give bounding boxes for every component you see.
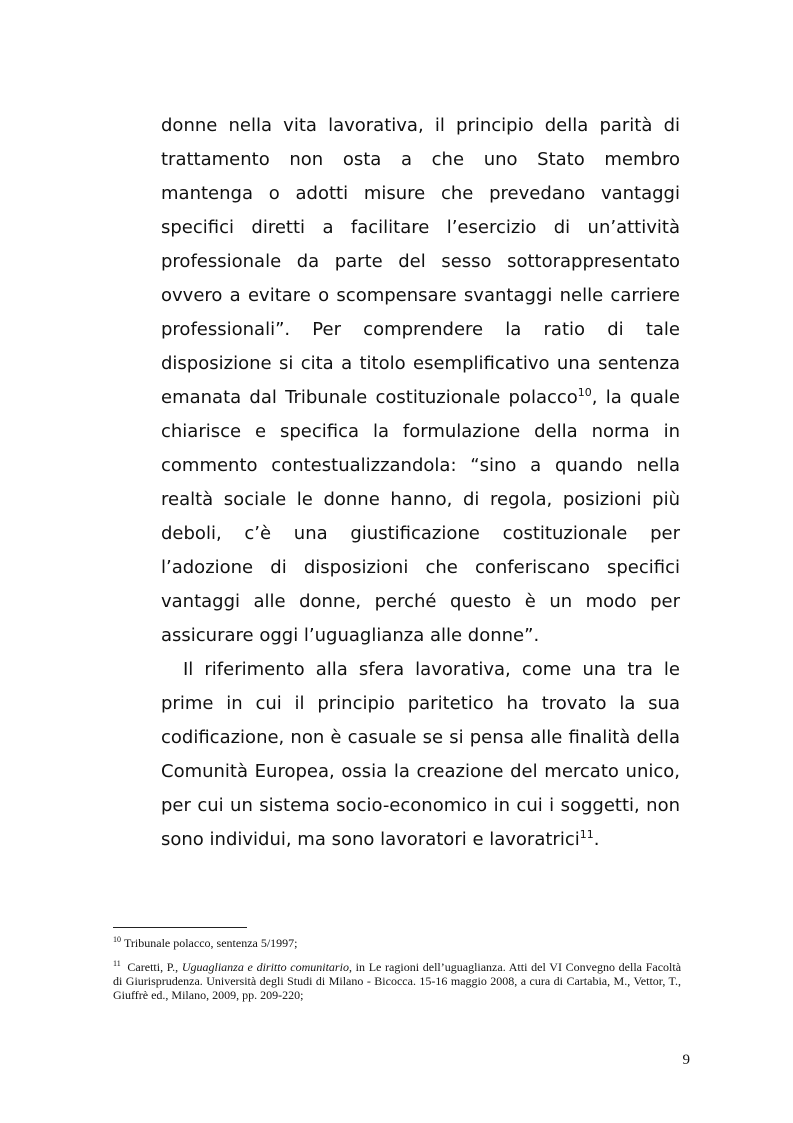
footnote-10-number: 10 xyxy=(113,935,121,944)
paragraph-2 xyxy=(161,653,680,857)
paragraph-1 xyxy=(161,109,680,653)
body-text xyxy=(161,109,680,857)
footnote-11-details: , in Le ragioni dell’uguaglianza. Atti del VI Convegno della Facoltà di Giurisprudenza. Università degli Studi di Milano - Bicocca. 15-16 maggio 2008, a cura di Cartabia, M., Vettor, T., Giuffrè ed., Milano, 2009, pp. 209-220; xyxy=(113,960,682,1002)
footnote-ref-11[interactable]: 11 xyxy=(579,828,594,841)
footnote-ref-10[interactable]: 10 xyxy=(577,386,592,399)
page-number: 9 xyxy=(682,1052,690,1068)
footnote-11-number: 11 xyxy=(113,959,121,968)
paragraph-2-text-a: Il riferimento alla sfera lavorativa, come una tra le prime in cui il principio paritetico ha trovato la sua codificazione, non è casuale se si pensa alle finalità della Comunità Europea, ossia la creazione del mercato unico, per cui un sistema socio-economico in cui i soggetti, non sono individui, ma sono lavoratori e lavoratrici xyxy=(161,659,680,850)
footnote-10-text: Tribunale polacco, sentenza 5/1997; xyxy=(124,936,298,950)
paragraph-1-text-a: donne nella vita lavorativa, il principio della parità di trattamento non osta a che uno Stato membro mantenga o adotti misure che prevedano vantaggi specifici diretti a facilitare l’esercizio di un’attività professionale da parte del sesso sottorappresentato ovvero a evitare o scompensare svantaggi nelle carriere professionali”. Per comprendere la ratio di tale disposizione si cita a titolo esemplificativo una sentenza emanata dal Tribunale costituzionale polacco xyxy=(161,115,680,408)
footnote-10 xyxy=(113,936,681,950)
paragraph-2-text-b: . xyxy=(593,829,600,850)
footnote-11-author: Caretti, P., xyxy=(127,960,182,974)
footnotes xyxy=(113,936,681,1012)
footnote-11 xyxy=(113,960,681,1002)
paragraph-1-text-b: , la quale chiarisce e specifica la formulazione della norma in commento contestualizzandola: “sino a quando nella realtà sociale le donne hanno, di regola, posizioni più deboli, c’è una giustificazione costituzionale per l’adozione di disposizioni che conferiscano specifici vantaggi alle donne, perché questo è un modo per assicurare oggi l’uguaglianza alle donne”. xyxy=(161,387,680,646)
footnote-separator xyxy=(113,927,247,928)
footnote-11-title: Uguaglianza e diritto comunitario xyxy=(181,960,349,974)
